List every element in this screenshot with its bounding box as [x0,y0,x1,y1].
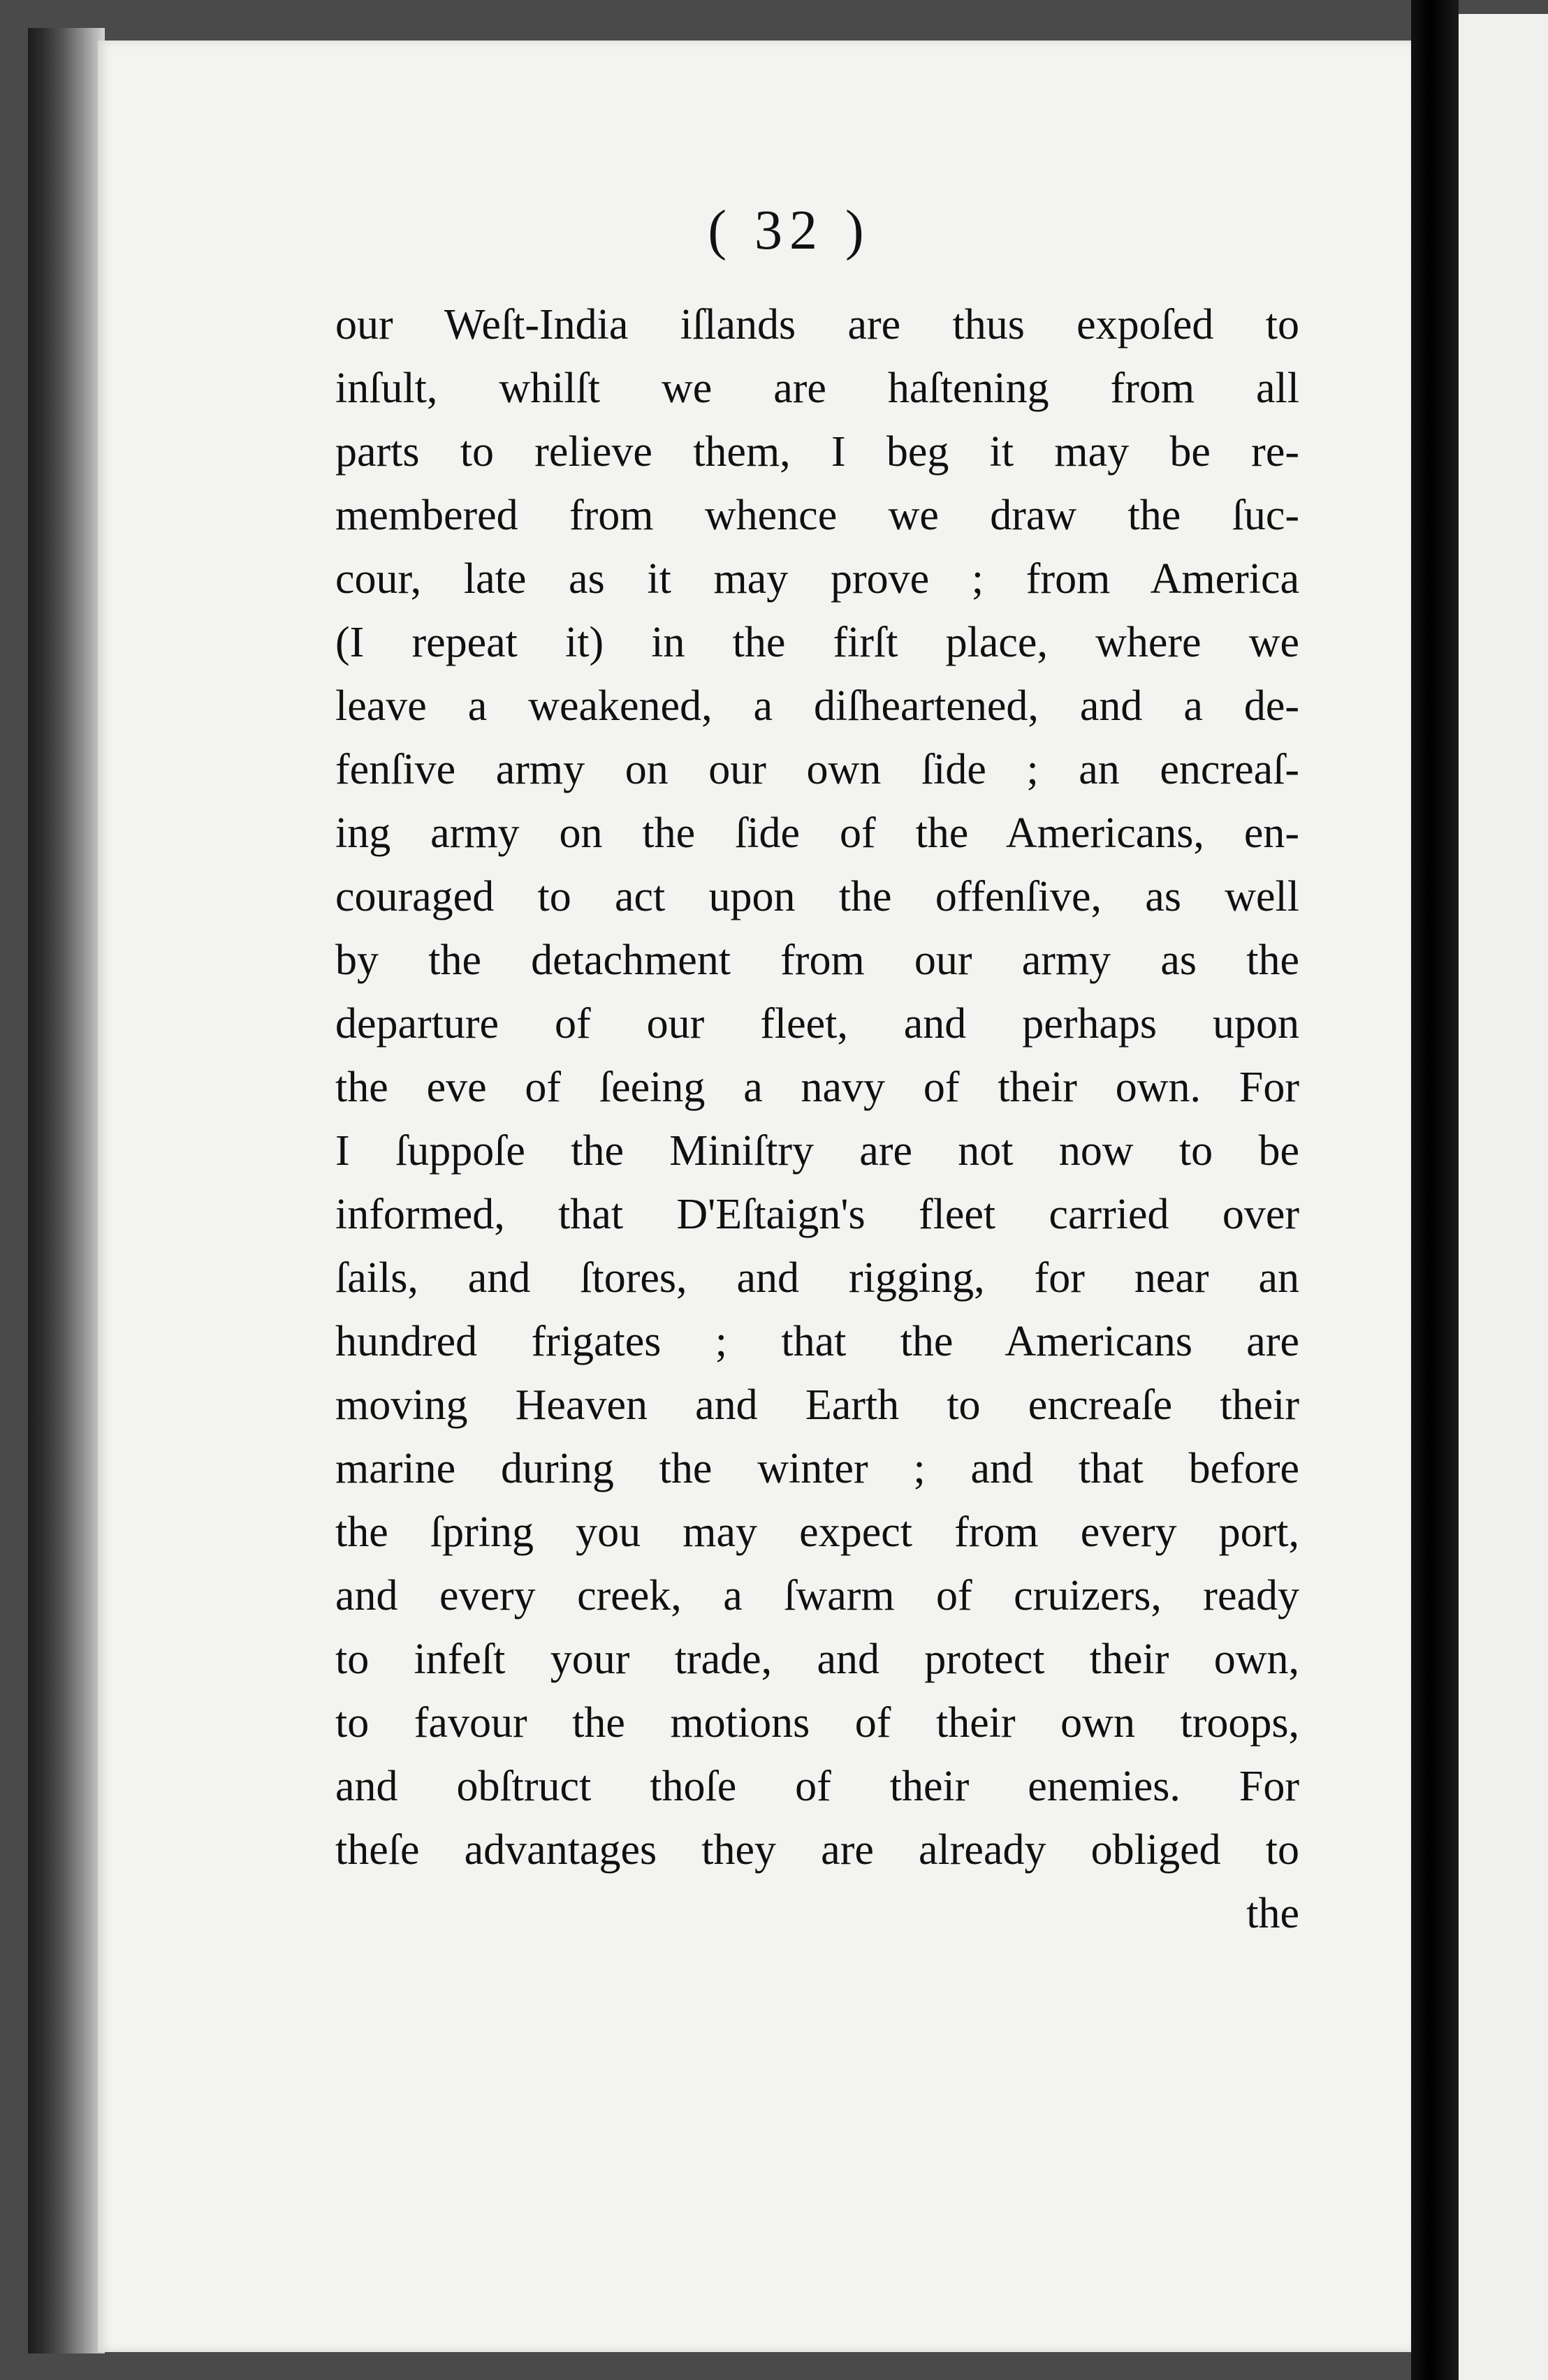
text-line: the ſpring you may expect from every port, [335,1508,1299,1556]
text-line: and obſtruct thoſe of their enemies. For [335,1763,1299,1810]
text-line: ing army on the ſide of the Americans, en- [335,809,1299,857]
text-line: the eve of ſeeing a navy of their own. For [335,1064,1299,1111]
facing-page-edge [1459,14,1548,2380]
text-line: and every creek, a ſwarm of cruizers, ready [335,1572,1299,1619]
page-text [335,293,1299,1946]
text-line: marine during the winter ; and that before [335,1445,1299,1492]
text-line: cour, late as it may prove ; from America [335,555,1299,603]
text-line: departure of our fleet, and perhaps upon [335,1000,1299,1048]
text-line: parts to relieve them, I beg it may be re- [335,428,1299,476]
text-line: hundred frigates ; that the Americans are [335,1318,1299,1365]
text-line: (I repeat it) in the firſt place, where we [335,619,1299,666]
text-line: our Weſt-India iſlands are thus expoſed to [335,301,1299,348]
text-line: to infeſt your trade, and protect their own, [335,1636,1299,1683]
text-line: membered from whence we draw the ſuc- [335,492,1299,539]
text-line: couraged to act upon the offenſive, as well [335,873,1299,920]
text-line: informed, that D'Eſtaign's fleet carried over [335,1191,1299,1238]
text-line: moving Heaven and Earth to encreaſe their [335,1381,1299,1429]
text-line: fenſive army on our own ſide ; an encreaſ- [335,746,1299,793]
text-line: I ſuppoſe the Miniſtry are not now to be [335,1127,1299,1175]
catchword: the [1246,1890,1299,1937]
page-number-header: ( 32 ) [708,200,871,261]
text-line: to favour the motions of their own troops, [335,1699,1299,1747]
text-line: theſe advantages they are already obliged to [335,1826,1299,1874]
text-line: by the detachment from our army as the [335,936,1299,984]
page-edge-left [28,28,105,2353]
book-gutter [1411,0,1459,2380]
text-line: inſult, whilſt we are haſtening from all [335,365,1299,412]
text-line: leave a weakened, a diſheartened, and a de- [335,682,1299,730]
text-line: ſails, and ſtores, and rigging, for near an [335,1254,1299,1302]
